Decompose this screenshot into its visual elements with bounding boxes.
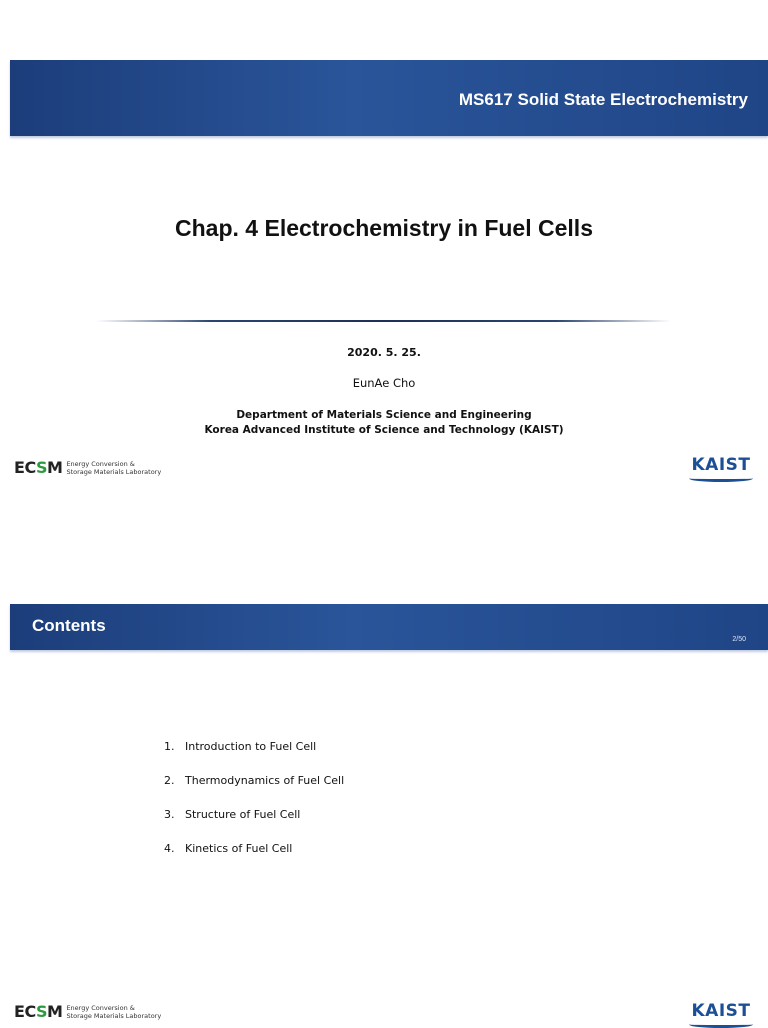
ecsm-logo-mark: ECSM <box>14 1002 63 1021</box>
list-item: 4. Kinetics of Fuel Cell <box>164 842 293 855</box>
list-item: 2. Thermodynamics of Fuel Cell <box>164 774 345 787</box>
kaist-swoosh-icon <box>689 1021 753 1028</box>
kaist-logo: KAIST <box>688 1002 754 1028</box>
ecsm-logo-mark: ECSM <box>14 458 63 477</box>
page-number: 2/50 <box>732 636 746 643</box>
ecsm-logo <box>14 458 161 477</box>
contents-banner <box>10 604 768 650</box>
contents-list <box>164 740 344 876</box>
affiliation <box>0 408 768 438</box>
lab-name: Energy Conversion & Storage Materials Laboratory <box>66 459 162 476</box>
header-banner <box>10 60 768 136</box>
author-name: EunAe Cho <box>352 376 416 390</box>
list-item: 3. Structure of Fuel Cell <box>164 808 301 821</box>
kaist-logo: KAIST <box>688 456 754 482</box>
contents-slide <box>0 512 768 1024</box>
course-title: MS617 Solid State Electrochemistry <box>458 90 748 109</box>
list-item: 1. Introduction to Fuel Cell <box>164 740 317 753</box>
ecsm-logo <box>14 1002 161 1021</box>
title-divider <box>96 320 671 322</box>
title-slide <box>0 0 768 512</box>
institute-name: Korea Advanced Institute of Science and Technology (KAIST) <box>204 424 564 436</box>
kaist-swoosh-icon <box>689 475 753 482</box>
department-name: Department of Materials Science and Engineering <box>236 409 532 421</box>
contents-title: Contents <box>32 616 106 635</box>
lab-name: Energy Conversion & Storage Materials Laboratory <box>66 1003 162 1020</box>
slide-title: Chap. 4 Electrochemistry in Fuel Cells <box>175 215 593 241</box>
presentation-date: 2020. 5. 25. <box>347 346 421 359</box>
